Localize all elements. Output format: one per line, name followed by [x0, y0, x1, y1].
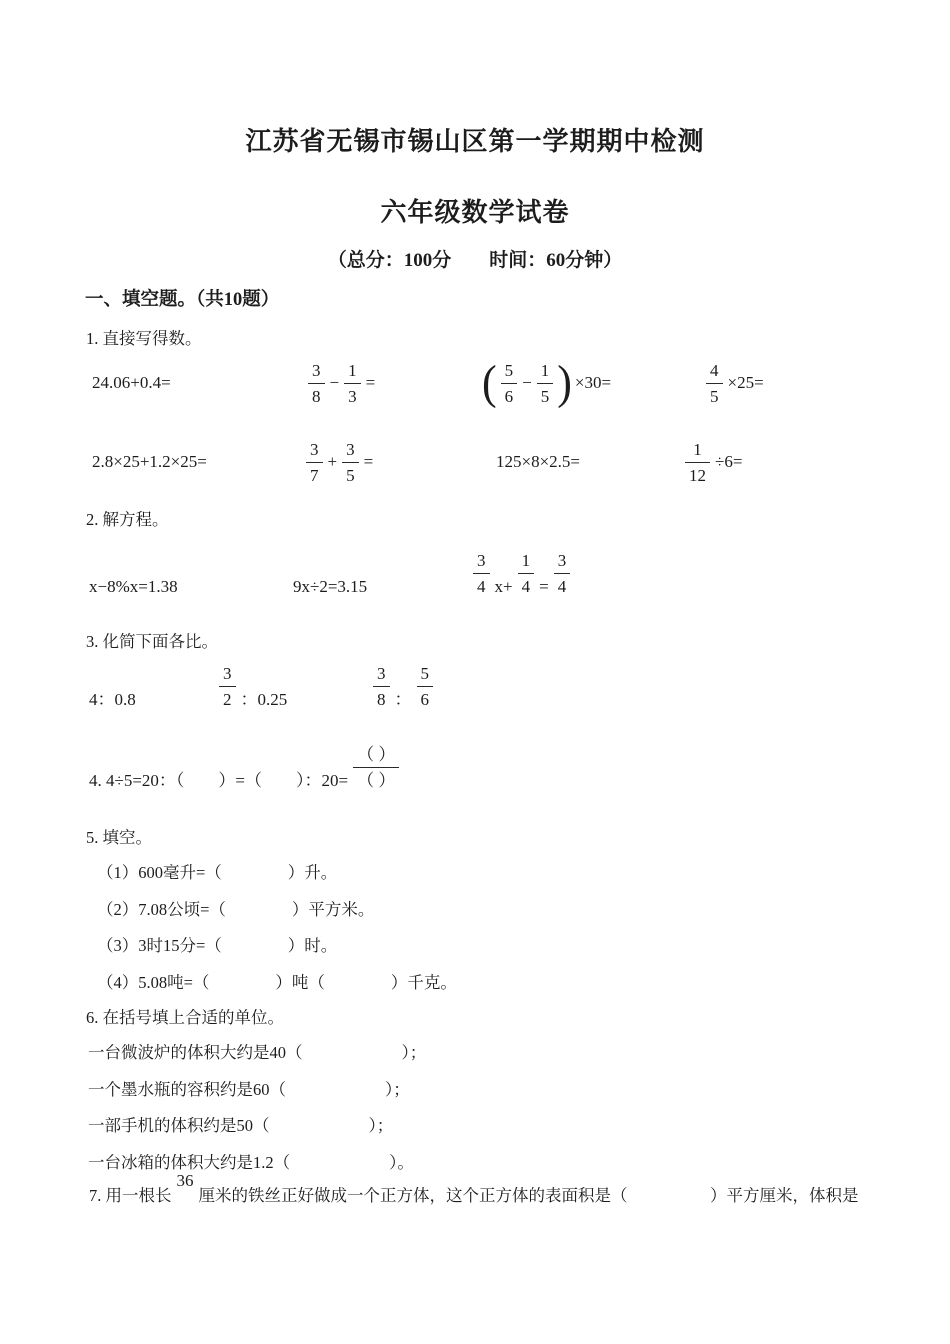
- raised-number: 36: [176, 1171, 194, 1191]
- fraction-numerator: 5: [420, 664, 429, 683]
- fraction-denominator: 6: [417, 686, 434, 711]
- q2-equation-3: [470, 542, 573, 598]
- fraction-numerator: 5: [504, 360, 514, 380]
- q1-row2-expression-1: [90, 434, 209, 490]
- fraction-numerator: 3: [377, 664, 386, 683]
- math-text: ÷6=: [715, 452, 743, 472]
- fraction-denominator: 6: [501, 383, 518, 408]
- question-7-line: [87, 1166, 861, 1208]
- q1-row1-expression-3: [481, 355, 613, 411]
- q6-item-3: 一部手机的体积约是50（ ）；: [88, 1116, 394, 1135]
- math-text: =: [365, 373, 376, 393]
- q1-row1-expression-4: [703, 355, 766, 411]
- fraction: [501, 359, 518, 408]
- q5-item-3: （3）3时15分=（ ）时。: [97, 936, 338, 955]
- fraction-denominator: 5: [706, 383, 723, 408]
- math-text: 24.06+0.4=: [92, 373, 171, 393]
- fraction-numerator: 3: [223, 664, 232, 683]
- question-5-label: 5. 填空。: [86, 828, 152, 847]
- math-text: 厘米的铁丝正好做成一个正方体，这个正方体的表面积是（ ）平方厘米，体积是: [198, 1186, 859, 1206]
- big-parenthesis: (: [482, 356, 497, 409]
- fraction-numerator: 3: [310, 439, 319, 459]
- fraction: [353, 743, 399, 792]
- q6-item-1: 一台微波炉的体积大约是40（ ）；: [88, 1043, 427, 1062]
- fraction-denominator: 5: [537, 383, 554, 408]
- exam-subtitle: 六年级数学试卷: [380, 198, 570, 227]
- fraction-denominator: 8: [373, 686, 390, 711]
- math-text: 7. 用一根长: [89, 1186, 172, 1206]
- math-text: x+: [494, 576, 513, 596]
- q1-row2-expression-4: [682, 434, 744, 490]
- math-text: 4：0.8: [89, 689, 136, 709]
- fraction-denominator: 3: [344, 383, 361, 408]
- fraction-numerator: （ ）: [357, 745, 396, 764]
- math-text: +: [327, 452, 338, 472]
- fraction-numerator: 1: [693, 439, 702, 459]
- math-text: 2.8×25+1.2×25=: [92, 452, 207, 472]
- fraction: [344, 359, 361, 408]
- q5-item-2: （2）7.08公顷=（ ）平方米。: [97, 900, 375, 919]
- big-parenthesis: ): [557, 356, 572, 409]
- q3-ratio-3: [370, 655, 436, 711]
- fraction-numerator: 3: [557, 551, 567, 570]
- fraction: [518, 549, 535, 598]
- fraction-numerator: 1: [540, 360, 550, 380]
- q1-row2-expression-3: [494, 434, 582, 490]
- fraction-denominator: 12: [685, 462, 710, 487]
- q5-item-1: （1）600毫升=（ ）升。: [97, 863, 338, 882]
- fraction: [473, 549, 490, 598]
- q2-equation-2: [291, 542, 369, 598]
- q5-item-4: （4）5.08吨=（ ）吨（ ）千克。: [97, 973, 457, 992]
- question-4-line: [87, 736, 402, 792]
- fraction: [685, 438, 710, 487]
- math-text: ：: [394, 689, 412, 709]
- fraction-numerator: 3: [477, 551, 486, 570]
- fraction: [537, 359, 554, 408]
- exam-title: 江苏省无锡市锡山区第一学期期中检测: [245, 127, 705, 156]
- fraction: [554, 549, 571, 598]
- math-text: 125×8×2.5=: [496, 452, 581, 472]
- fraction-denominator: 7: [306, 462, 323, 487]
- fraction-denominator: （ ）: [353, 767, 399, 792]
- q3-ratio-2: [216, 655, 289, 711]
- q6-item-4: 一台冰箱的体积大约是1.2（ ）。: [88, 1153, 414, 1172]
- question-2-label: 2. 解方程。: [86, 510, 169, 529]
- question-3-label: 3. 化简下面各比。: [86, 632, 218, 651]
- q6-item-2: 一个墨水瓶的容积约是60（ ）；: [88, 1080, 410, 1099]
- fraction: [219, 662, 236, 711]
- fraction-numerator: 4: [710, 360, 719, 380]
- fraction-denominator: 4: [473, 573, 490, 598]
- question-1-label: 1. 直接写得数。: [86, 329, 202, 348]
- fraction-numerator: 3: [346, 439, 355, 459]
- math-text: =: [363, 452, 374, 472]
- fraction: [373, 662, 390, 711]
- fraction: [417, 662, 434, 711]
- fraction-denominator: 2: [219, 686, 236, 711]
- fraction-numerator: 1: [348, 360, 357, 380]
- q1-row1-expression-1: [90, 355, 173, 411]
- fraction-numerator: 1: [521, 551, 531, 570]
- fraction-numerator: 3: [312, 360, 321, 380]
- math-text: −: [329, 373, 340, 393]
- math-text: =: [539, 576, 549, 596]
- q1-row2-expression-2: [303, 434, 375, 490]
- math-text: ：0.25: [240, 689, 288, 709]
- q1-row1-expression-2: [305, 355, 377, 411]
- math-text: 4. 4÷5=20：（ ）=（ ）：20=: [89, 770, 349, 790]
- q2-equation-1: [87, 542, 180, 598]
- fraction: [306, 438, 323, 487]
- math-text: 9x÷2=3.15: [293, 576, 368, 596]
- math-text: ×25=: [727, 373, 764, 393]
- fraction: [342, 438, 359, 487]
- fraction-denominator: 4: [554, 573, 571, 598]
- math-text: ×30=: [574, 373, 612, 393]
- fraction-denominator: 8: [308, 383, 325, 408]
- fraction-denominator: 4: [518, 573, 535, 598]
- math-text: x−8%x=1.38: [89, 576, 178, 596]
- math-text: −: [522, 373, 532, 393]
- fraction: [706, 359, 723, 408]
- question-6-label: 6. 在括号填上合适的单位。: [86, 1008, 284, 1027]
- exam-score-time-info: （总分：100分 时间：60分钟）: [327, 250, 623, 271]
- fraction-denominator: 5: [342, 462, 359, 487]
- fraction: [308, 359, 325, 408]
- section-heading-fill-in: 一、填空题。（共10题）: [85, 290, 280, 310]
- q3-ratio-1: [87, 655, 138, 711]
